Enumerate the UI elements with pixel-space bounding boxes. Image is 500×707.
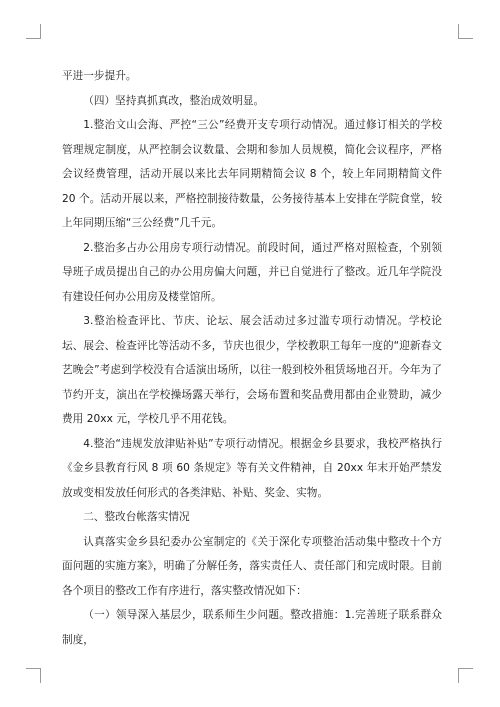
document-body	[62, 64, 442, 652]
paragraph-item-3: 3.整治检查评比、节庆、论坛、展会活动过多过滥专项行动情况。学校论坛、展会、检查评比等活动不多，节庆也很少，学校教职工每年一度的“迎新春文艺晚会”考虑到学校没有合适演出场所，以往一般到校外租赁场地召开。今年为了节约开支，演出在学校操场露天举行，会场布置和奖品费用都由企业赞助，减少费用 20xx 元，学校几乎不用花钱。	[62, 315, 442, 425]
section-heading-two: 二、整改台帐落实情况	[83, 511, 190, 523]
crop-mark-top-right	[458, 24, 473, 39]
paragraph-continuation: 平进一步提升。	[62, 70, 137, 82]
section-heading-four: （四）坚持真抓真改，整治成效明显。	[83, 94, 265, 107]
paragraph-issue-one: （一）领导深入基层少，联系师生少问题。整改措施：1.完善班子联系群众制度，	[62, 609, 442, 646]
paragraph-item-2: 2.整治多占办公用房专项行动情况。前段时间，通过严格对照检查，个别领导班子成员提出自己的办公用房偏大问题，并已自觉进行了整改。近几年学院没有建设任何办公用房及楼堂馆所。	[62, 241, 442, 303]
crop-mark-bottom-right	[458, 668, 473, 683]
crop-mark-top-left	[26, 24, 41, 39]
crop-mark-bottom-left	[26, 668, 41, 683]
paragraph-item-4: 4.整治“违规发放津贴补贴”专项行动情况。根据金乡县要求，我校严格执行《金乡县教育行风 8 项 60 条规定》等有关文件精神，自 20xx 年末开始严禁发放或变相发放任何形式的各类津贴、补贴、奖金、实物。	[62, 437, 442, 499]
paragraph-item-1: 1.整治文山会海、严控“三公”经费开支专项行动情况。通过修订相关的学校管理规定制度，从严控制会议数量、会期和参加人员规模，简化会议程序，严格会议经费管理，活动开展以来比去年同期精简会议 8 个，较上年同期精简文件 20 个。活动开展以来，严格控制接待数量，公务接待基本上安排在学院食堂，较上年同期压缩“三公经费”几千元。	[62, 119, 442, 229]
paragraph-ledger-intro: 认真落实金乡县纪委办公室制定的《关于深化专项整治活动集中整改十个方面问题的实施方案》，明确了分解任务，落实责任人、责任部门和完成时限。目前各个项目的整改工作有序进行，落实整改情况如下：	[62, 535, 442, 597]
